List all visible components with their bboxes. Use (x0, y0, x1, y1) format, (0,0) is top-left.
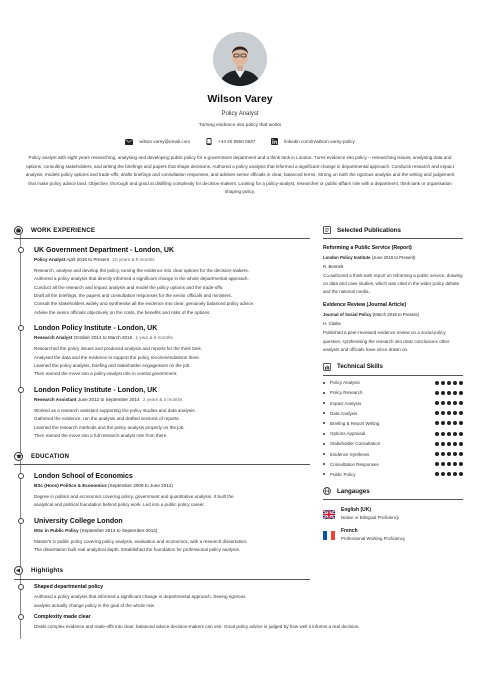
skill-label (323, 472, 356, 477)
job-line: Researched the policy issues and produced analysis and reports for the think tank. (34, 346, 203, 352)
job-duration: 1 year & 6 months (135, 335, 173, 341)
skill-dot (435, 411, 439, 415)
publication-meta (323, 254, 463, 261)
skill-dot (447, 401, 451, 405)
skill-label (323, 390, 363, 395)
job-line: Authored a policy analysis that directly informed a significant change in the whole departmental approach. (34, 276, 249, 282)
skill-row (323, 388, 463, 398)
job-entry (14, 386, 310, 441)
skill-label (323, 401, 361, 406)
degree-meta (34, 528, 310, 534)
job-line: Worked as a research assistant supporting the policy studies and data analysis. (34, 407, 196, 413)
skill-dot (453, 391, 457, 395)
degree-dates: (September 2013 to September 2014) (79, 527, 158, 533)
skill-level-dots (435, 462, 463, 466)
skills-title: Technical Skills (337, 363, 383, 371)
languages-heading (323, 485, 463, 497)
skill-dot (453, 411, 457, 415)
skill-dot (459, 421, 463, 425)
publication-author: R. Bennett (323, 263, 344, 269)
skill-dot (453, 442, 457, 446)
education-heading (14, 450, 310, 462)
job-entry (14, 324, 310, 379)
skill-dot (459, 432, 463, 436)
skill-row (323, 378, 463, 388)
skill-dot (441, 462, 445, 466)
skills-section (323, 361, 463, 480)
skill-row (323, 418, 463, 428)
phone-icon (206, 138, 212, 145)
skill-row (323, 439, 463, 449)
job-description (34, 407, 310, 441)
job-line: Analysed the data and the evidence to support the policy recommendations there. (34, 354, 201, 360)
job-description (34, 345, 310, 379)
skill-row (323, 449, 463, 459)
skill-label (323, 431, 365, 436)
bullet-icon (323, 392, 325, 394)
job-role: Research Assistant (34, 396, 77, 402)
education-description (34, 538, 310, 555)
language-entry (323, 507, 463, 521)
degree-meta (34, 483, 310, 489)
skill-dot (441, 411, 445, 415)
skill-row (323, 429, 463, 439)
contact-bar (0, 138, 480, 145)
skill-level-dots (435, 401, 463, 405)
skill-dot (441, 421, 445, 425)
job-meta (34, 335, 310, 341)
skill-dot (453, 432, 457, 436)
job-line: Consult the stakeholders widely and synthesise all the evidence into clear, genuinely balanced policy advice. (34, 301, 255, 307)
timeline-dot (18, 518, 24, 524)
skill-dot (447, 391, 451, 395)
skill-level-dots (435, 442, 463, 446)
highlight-entry (14, 583, 310, 610)
skill-label (323, 452, 369, 457)
skill-label (323, 380, 360, 385)
skill-dot (441, 472, 445, 476)
document-icon (323, 226, 331, 234)
skill-dot (441, 442, 445, 446)
languages-section (323, 485, 463, 542)
skill-dot (435, 381, 439, 385)
timeline-dot (18, 473, 24, 479)
skill-row (323, 469, 463, 479)
skill-level-dots (435, 472, 463, 476)
section-divider (323, 238, 463, 239)
publication-dates: (March 2018 to Present) (372, 312, 420, 318)
section-divider (323, 499, 463, 500)
publication-author: H. Clarke (323, 321, 341, 327)
skill-dot (447, 452, 451, 456)
skill-dot (435, 462, 439, 466)
right-column (323, 224, 463, 542)
bullet-icon (323, 412, 325, 414)
bullet-icon (323, 443, 325, 445)
skill-name: Options Appraisal (330, 431, 366, 437)
professional-summary: Policy analyst with eight years researching, analysing and developing public policy for a government department and a think tank in London. Turns evidence into policy – researching issues, analysing data and options, consulting stakeholders, and writing the briefings and papers that shape decisions. Authored a policy analysis that informed a significant change in departmental approach. Conducts research and impact analysis, models policy options and trade-offs, drafts briefings and consultation responses, and advises senior officials in clear, balanced terms. Strong on both the rigorous analysis and the writing and judgement that make policy advice land. Objective, thorough and good at distilling complexity for decision-makers. Looking for a policy-analyst, researcher or public-affairs role with a department, think tank or organisation shaping policy. (25, 155, 455, 195)
job-company: London Policy Institute - London, UK (34, 325, 158, 333)
skill-dot (441, 401, 445, 405)
skill-label (323, 411, 357, 416)
publications-title: Selected Publications (337, 226, 401, 234)
graduation-cap-icon (14, 452, 23, 461)
bullet-icon (323, 453, 325, 455)
bullet-icon (323, 463, 325, 465)
highlight-line: Distils complex evidence and trade-offs into clear, balanced advice decision-makers can use. Good policy advice is judged by how well it informs a real decision. (34, 624, 360, 630)
skill-dot (441, 452, 445, 456)
skill-dot (435, 472, 439, 476)
section-divider (14, 464, 310, 465)
highlight-title: Complexity made clear (34, 614, 91, 621)
job-line: Gathered the evidence, ran the analysis and drafted sections of reports. (34, 416, 180, 422)
education-line: analytical and political foundation behind policy work. Led into a public policy career. (34, 502, 205, 508)
skill-name: Impact Analysis (330, 400, 362, 406)
education-entry (14, 517, 310, 555)
skill-name: Stakeholder Consultation (330, 441, 381, 447)
bullet-icon (323, 433, 325, 435)
highlights-title: Highlights (31, 567, 64, 575)
publications-section (323, 224, 463, 354)
highlight-description (34, 593, 310, 610)
skill-dot (447, 381, 451, 385)
publication-dates: (June 2015 to Present) (371, 254, 416, 260)
skill-dot (459, 391, 463, 395)
skill-dot (447, 462, 451, 466)
skill-dot (435, 452, 439, 456)
job-dates: October 2014 to March 2016 (73, 335, 133, 341)
skill-level-dots (435, 421, 463, 425)
work-experience-section (14, 224, 310, 440)
skill-name: Briefing & Report Writing (330, 420, 380, 426)
section-divider (14, 238, 310, 239)
education-line: Degree in politics and economics covering policy, government and quantitative analysis. It built the (34, 494, 234, 500)
publication-description: Co-authored a think-tank report on reforming a public service, drawing on data and case studies, which was cited in the wider policy debate and the national media. (323, 272, 463, 295)
publication-title: Reforming a Public Service (Report) (323, 244, 412, 251)
degree-name: MSc in Public Policy (34, 527, 79, 533)
job-role: Research Analyst (34, 335, 73, 341)
skill-dot (459, 442, 463, 446)
highlights-heading (14, 565, 310, 577)
skill-dot (459, 411, 463, 415)
publication-entry (323, 301, 463, 354)
skill-dot (447, 421, 451, 425)
bullet-icon (323, 422, 325, 424)
language-entry (323, 528, 463, 542)
job-line: Draft all the briefings, the papers and consultation responses for the senior officials and ministers. (34, 292, 233, 298)
job-line: Conduct all the research and impact analysis and model the policy options and the trade-offs. (34, 284, 224, 290)
skill-level-dots (435, 452, 463, 456)
job-dates: June 2012 to September 2014 (77, 396, 140, 402)
skill-dot (447, 432, 451, 436)
contact-email-text: wilson.varey@email.com (139, 139, 191, 144)
job-role: Policy Analyst (34, 256, 66, 262)
timeline-dot (18, 247, 24, 253)
briefcase-icon (14, 226, 23, 235)
education-line: The dissertation built real analytical depth. Established the foundation for professional policy analysis. (34, 547, 241, 553)
skill-dot (459, 381, 463, 385)
highlight-title: Shaped departmental policy (34, 584, 104, 591)
timeline-dot (18, 325, 24, 331)
tagline: Turning evidence into policy that works (198, 123, 282, 128)
contact-email[interactable] (125, 139, 190, 145)
timeline-dot (18, 614, 24, 620)
degree-dates: (September 2009 to June 2012) (108, 483, 173, 489)
skill-dot (441, 381, 445, 385)
skill-level-dots (435, 432, 463, 436)
education-section (14, 450, 310, 554)
skills-heading (323, 361, 463, 373)
publication-meta (323, 311, 463, 318)
skill-label (323, 462, 379, 467)
highlight-description (34, 623, 454, 631)
job-line: Advise the senior officials objectively on the costs, the benefits and risks of the options. (34, 309, 211, 315)
skill-dot (459, 472, 463, 476)
france-flag-icon (323, 531, 335, 540)
uk-flag-icon (323, 510, 335, 519)
publication-entry (323, 244, 463, 297)
work-experience-heading (14, 224, 310, 236)
bullet-icon (323, 473, 325, 475)
skill-dot (453, 381, 457, 385)
skill-level-dots (435, 381, 463, 385)
skill-dot (453, 421, 457, 425)
contact-phone-text: +44 20 5550 0637 (218, 139, 256, 144)
school-name: University College London (34, 517, 123, 525)
skill-dot (447, 472, 451, 476)
highlights-section (14, 565, 360, 632)
publications-heading (323, 224, 463, 236)
skill-dot (453, 452, 457, 456)
skill-dot (441, 391, 445, 395)
section-divider (323, 375, 463, 376)
skill-name: Policy Analysis (330, 380, 360, 386)
education-description (34, 493, 310, 510)
skill-dot (441, 432, 445, 436)
language-level: Professional Working Proficiency (341, 536, 406, 542)
candidate-name: Wilson Varey (207, 93, 273, 105)
skill-level-dots (435, 411, 463, 415)
contact-phone[interactable] (206, 138, 255, 145)
email-icon (125, 139, 133, 145)
timeline-dot (18, 387, 24, 393)
skill-dot (459, 452, 463, 456)
section-divider (14, 579, 310, 580)
job-title: Policy Analyst (221, 111, 259, 117)
job-duration: 2 years & 4 months (142, 396, 183, 402)
skill-dot (447, 442, 451, 446)
contact-linkedin-text: linkedin.com/in/wilson-varey-policy (284, 139, 355, 144)
skills-list (323, 378, 463, 480)
highlight-line: Authored a policy analysis that informed a significant change in departmental approach. Seeing rigorous (34, 594, 246, 600)
skill-level-dots (435, 391, 463, 395)
skill-dot (453, 462, 457, 466)
skill-name: Policy Research (330, 390, 363, 396)
job-company: UK Government Department - London, UK (34, 246, 175, 254)
skill-dot (435, 421, 439, 425)
job-line: Then earned the move into a full research-analyst role from there. (34, 432, 168, 438)
school-name: London School of Economics (34, 473, 133, 481)
skill-dot (453, 401, 457, 405)
linkedin-icon (271, 138, 278, 145)
timeline-dot (18, 584, 24, 590)
job-entry (14, 246, 310, 317)
job-duration: 10 years & 5 months (112, 256, 155, 262)
education-line: Master's in public policy covering policy analysis, evaluation and economics, with a research dissertation. (34, 538, 248, 544)
chart-bars-icon (323, 363, 331, 371)
globe-icon (323, 487, 331, 495)
work-experience-title: WORK EXPERIENCE (31, 226, 96, 234)
skill-row (323, 459, 463, 469)
language-name: French (341, 528, 358, 535)
skill-name: Evidence Synthesis (330, 451, 370, 457)
skill-label (323, 421, 379, 426)
job-description (34, 267, 310, 317)
job-meta (34, 397, 310, 403)
degree-name: BSc (Hons) Politics & Economics (34, 483, 107, 489)
megaphone-icon (14, 566, 23, 575)
skill-dot (435, 442, 439, 446)
publication-outlet: London Policy Institute (323, 254, 371, 260)
highlight-line: analysis actually change policy is the goal of the whole role. (34, 602, 156, 608)
language-name: English (UK) (341, 507, 371, 514)
skill-dot (435, 432, 439, 436)
education-title: EDUCATION (31, 452, 70, 460)
skill-row (323, 398, 463, 408)
publication-outlet: Journal of Social Policy (323, 312, 372, 318)
skill-row (323, 408, 463, 418)
skill-name: Data Analysis (330, 410, 358, 416)
job-line: Then earned the move into a policy-analyst role in central government. (34, 371, 178, 377)
skill-dot (453, 472, 457, 476)
skill-dot (447, 411, 451, 415)
education-entry (14, 472, 310, 510)
bullet-icon (323, 402, 325, 404)
skill-name: Consultation Responses (330, 461, 379, 467)
job-line: Learned the policy analysis, briefing and stakeholder engagement on the job. (34, 362, 191, 368)
skill-dot (459, 401, 463, 405)
languages-title: Langauges (337, 487, 370, 495)
publication-description: Published a peer-reviewed evidence review on a social-policy question, synthesising the research into clear conclusions other analysts and officials have since drawn on. (323, 330, 450, 352)
job-line: Research, analyse and develop the policy, turning the evidence into clear options for the decision-makers. (34, 267, 249, 273)
job-line: Learned the research methods and the policy analysis properly on the job. (34, 424, 185, 430)
skill-dot (435, 401, 439, 405)
job-company: London Policy Institute - London, UK (34, 386, 158, 394)
contact-linkedin[interactable] (271, 138, 354, 145)
skill-label (323, 441, 380, 446)
skill-dot (459, 462, 463, 466)
highlight-entry (14, 613, 360, 631)
job-meta (34, 257, 310, 263)
publication-title: Evidence Review (Journal Article) (323, 302, 407, 309)
language-level: Native or Bilingual Proficiency (341, 515, 400, 521)
skill-dot (435, 391, 439, 395)
bullet-icon (323, 382, 325, 384)
job-dates: April 2016 to Present (66, 256, 110, 262)
skill-name: Public Policy (330, 471, 356, 477)
profile-photo (213, 32, 267, 86)
